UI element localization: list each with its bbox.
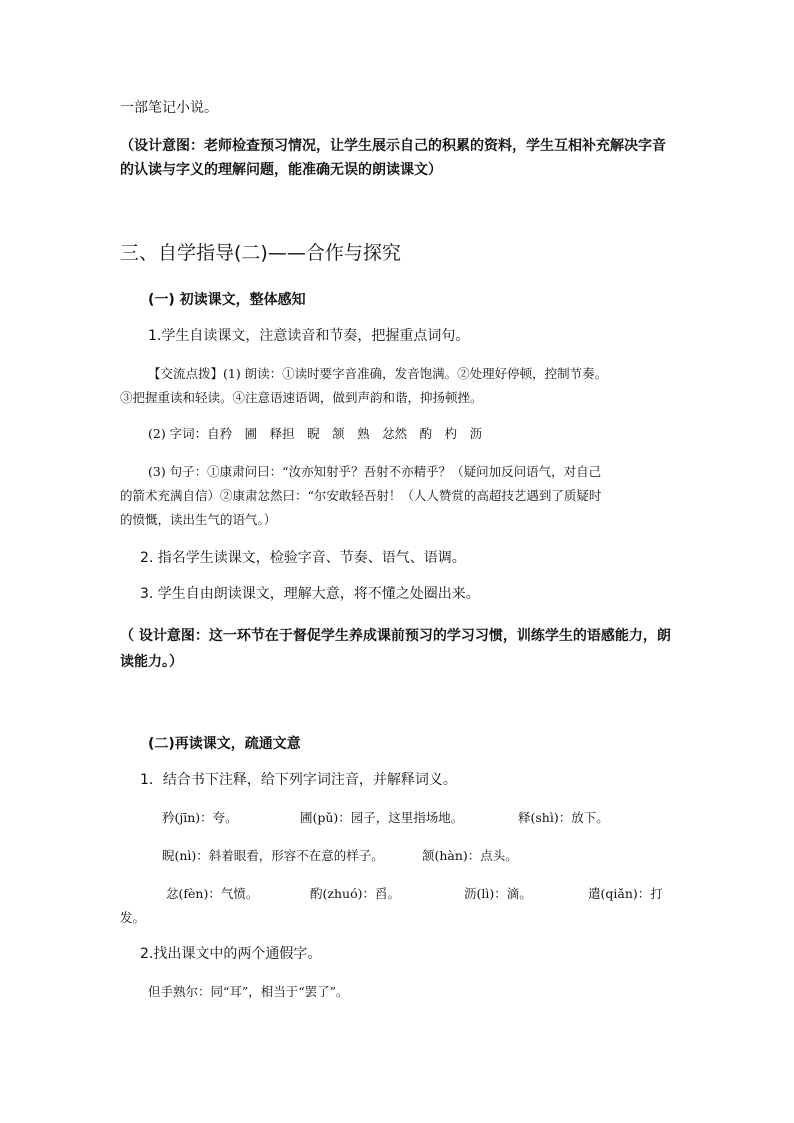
tongjia-1: 但手熟尔：同“耳”，相当于“罢了”。: [148, 984, 349, 999]
tips-line-1: 【交流点拨】(1) 朗读：①读时要字音准确，发音饱满。②处理好停顿，控制节奏。: [148, 366, 608, 381]
words-line: (2) 字词：自矜 圃 释担 睨 颔 熟 忿然 酌 杓 沥: [148, 426, 483, 441]
part-1-step-1: 1.学生自读课文，注意读音和节奏，把握重点词句。: [148, 328, 470, 344]
part-1-heading: (一) 初读课文，整体感知: [148, 292, 306, 308]
gloss-zhuo: 酌(zhuó)：舀。: [310, 886, 400, 901]
section-3-heading: 三、自学指导(二)——合作与探究: [120, 242, 401, 264]
sentences-line-3: 的愤慨，读出生气的语气。）: [120, 512, 277, 527]
tips-line-2: ③把握重读和轻读。④注意语速语调，做到声韵和谐，抑扬顿挫。: [120, 390, 483, 405]
sentences-line-1: (3) 句子：①康肃问曰：“汝亦知射乎？吾射不亦精乎？（疑问加反问语气，对自己: [148, 464, 602, 479]
gloss-row-1: [162, 808, 609, 828]
part-1-step-2: 2. 指名学生读课文，检验字音、节奏、语气、语调。: [140, 550, 466, 566]
part-2-step-2: 2.找出课文中的两个通假字。: [140, 946, 322, 962]
gloss-fen: 忿(fèn)：气愤。: [166, 886, 259, 901]
design-note-2-line-1: （ 设计意图：这一环节在于督促学生养成课前预习的学习习惯，训练学生的语感能力，朗: [120, 628, 671, 644]
gloss-han: 颔(hàn)：点头。: [422, 848, 518, 863]
gloss-shi: 释(shì)：放下。: [518, 810, 609, 825]
design-note-1-line-1: （设计意图：老师检查预习情况，让学生展示自己的积累的资料，学生互相补充解决字音: [120, 138, 666, 154]
gloss-jin: 矜(jīn)：夸。: [162, 810, 238, 825]
gloss-row-3-continued: 发。: [120, 910, 146, 925]
gloss-pu: 圃(pǔ)：园子，这里指场地。: [300, 810, 464, 825]
part-2-step-1: 1．结合书下注释，给下列字词注音，并解释词义。: [140, 772, 457, 788]
gloss-li: 沥(lì)：滴。: [464, 886, 532, 901]
intro-tail: 一部笔记小说。: [120, 100, 218, 116]
sentences-line-2: 的箭术充满自信）②康肃忿然曰：“尔安敢轻吾射！（人人赞赏的高超技艺遇到了质疑时: [120, 488, 602, 503]
part-2-heading: (二)再读课文，疏通文意: [148, 736, 301, 752]
gloss-ni: 睨(nì)：斜着眼看，形容不在意的样子。: [162, 848, 384, 863]
gloss-row-2: [162, 846, 518, 866]
design-note-1-line-2: 的认读与字义的理解问题，能准确无误的朗读课文）: [120, 162, 442, 178]
part-1-step-3: 3. 学生自由朗读课文，理解大意，将不懂之处圈出来。: [140, 586, 480, 602]
gloss-row-3: [166, 884, 663, 904]
design-note-2-line-2: 读能力。）: [120, 654, 183, 670]
gloss-qian: 遣(qiǎn)：打: [588, 886, 663, 901]
